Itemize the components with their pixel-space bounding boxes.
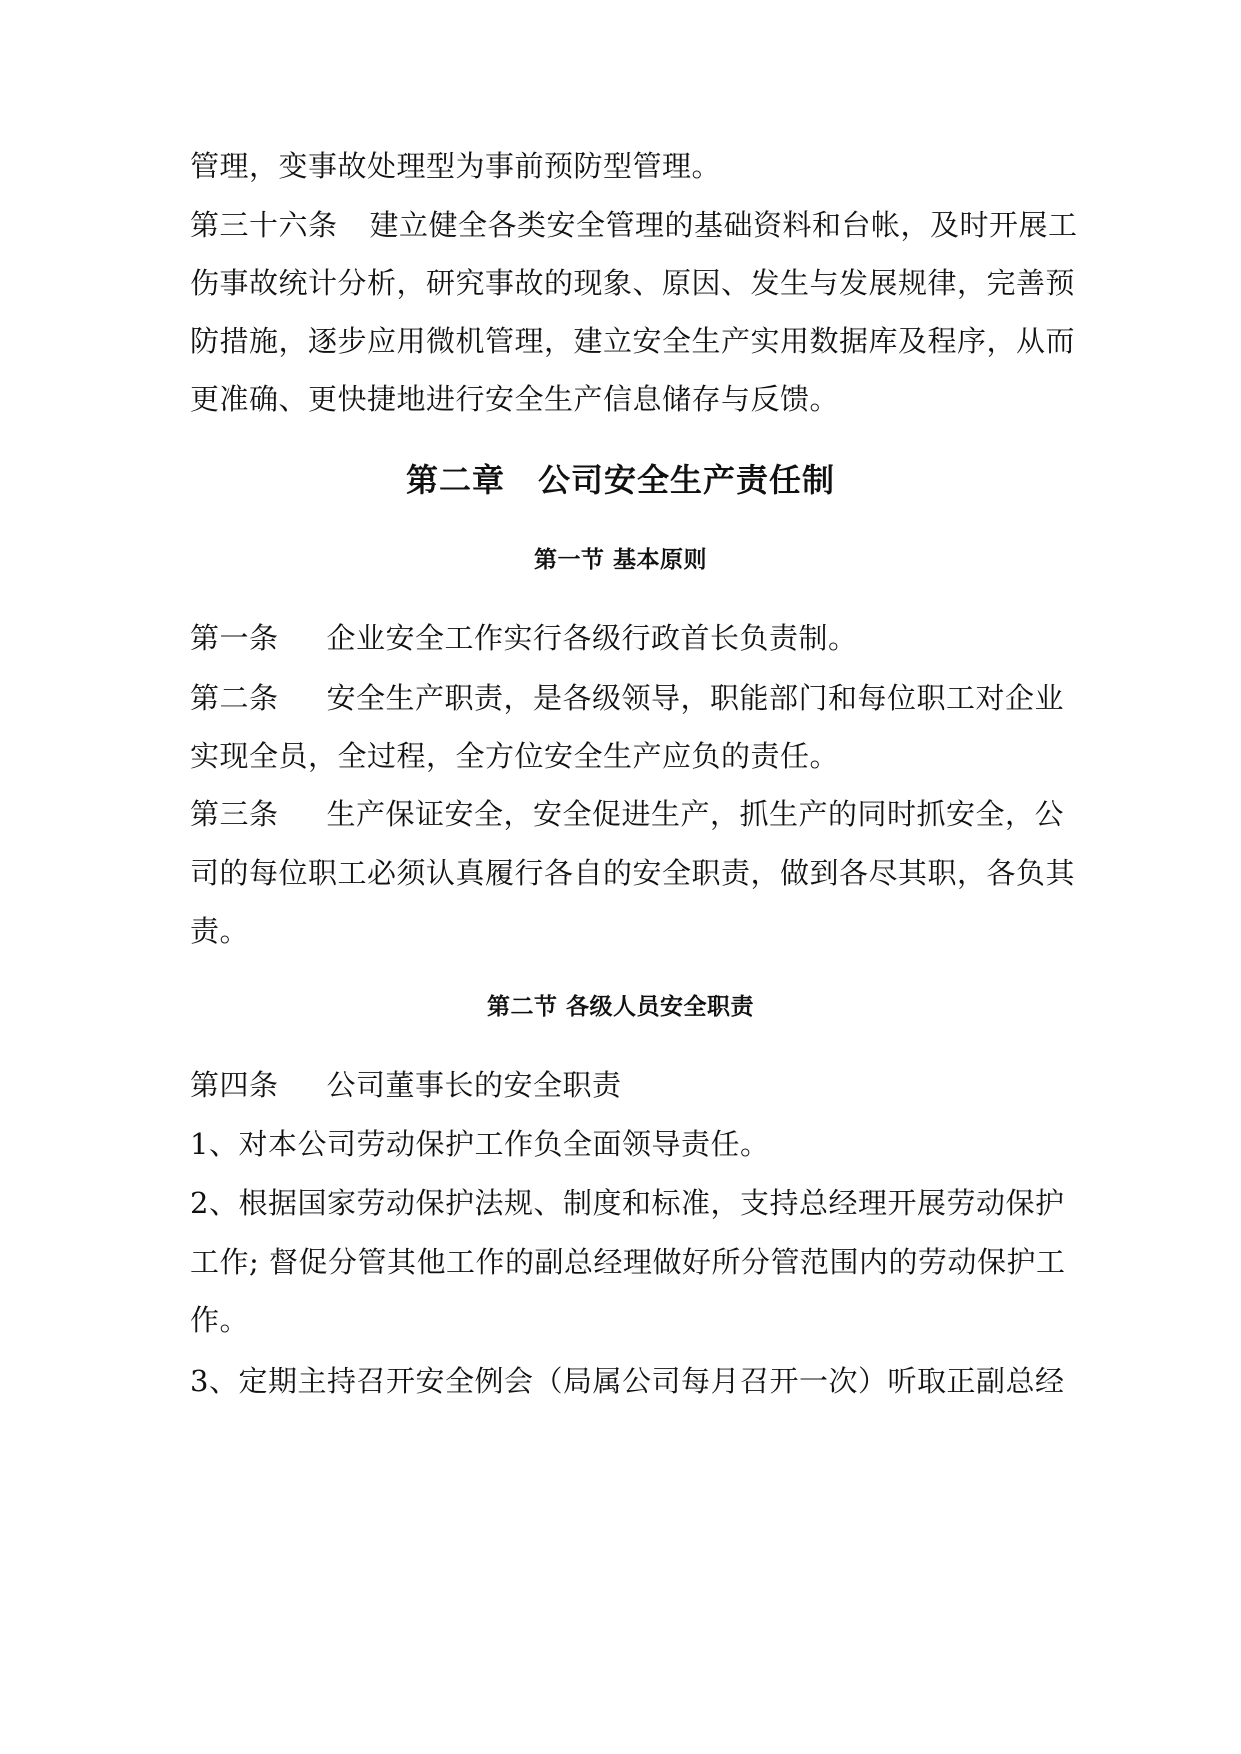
article-4-line (190, 1067, 1070, 1103)
chapter-title: 第二章 公司安全生产责任制 (405, 461, 835, 499)
article-36-line-2: 伤事故统计分析，研究事故的现象、原因、发生与发展规律，完善预 (190, 266, 1076, 300)
article-36-line-1 (190, 207, 1078, 243)
article-36-line-3: 防措施，逐步应用微机管理，建立安全生产实用数据库及程序，从而 (190, 324, 1076, 358)
list-item: 3、定期主持召开安全例会（局属公司每月召开一次）听取正副总经 (190, 1364, 1065, 1398)
article-36-number: 第三十六条 (190, 208, 338, 242)
section-2-title: 第二节 各级人员安全职责 (486, 994, 754, 1020)
list-item: 1、对本公司劳动保护工作负全面领导责任。 (190, 1127, 770, 1161)
article-4-text: 公司董事长的安全职责 (326, 1068, 622, 1102)
article-1-number: 第一条 (190, 621, 279, 655)
article-2-text: 安全生产职责，是各级领导，职能部门和每位职工对企业 (326, 681, 1065, 715)
list-item: 工作; 督促分管其他工作的副总经理做好所分管范围内的劳动保护工 (190, 1245, 1066, 1279)
article-3-line-3: 责。 (190, 914, 250, 948)
article-36-line-4: 更准确、更快捷地进行安全生产信息储存与反馈。 (190, 382, 840, 416)
article-1-line (190, 620, 1070, 656)
body-text-line: 管理，变事故处理型为事前预防型管理。 (190, 149, 722, 183)
list-item: 作。 (190, 1303, 250, 1337)
article-2-line-1 (190, 680, 1070, 716)
article-1-text: 企业安全工作实行各级行政首长负责制。 (326, 621, 858, 655)
article-3-line-2: 司的每位职工必须认真履行各自的安全职责，做到各尽其职，各负其 (190, 856, 1076, 890)
article-3-line-1 (190, 796, 1070, 832)
list-item: 2、根据国家劳动保护法规、制度和标准，支持总经理开展劳动保护 (190, 1186, 1065, 1220)
article-2-line-2: 实现全员，全过程，全方位安全生产应负的责任。 (190, 739, 840, 773)
article-2-number: 第二条 (190, 681, 279, 715)
article-4-number: 第四条 (190, 1068, 279, 1102)
section-1-title: 第一节 基本原则 (533, 547, 707, 573)
article-3-number: 第三条 (190, 797, 279, 831)
article-3-text: 生产保证安全，安全促进生产，抓生产的同时抓安全，公 (326, 797, 1065, 831)
article-36-text: 建立健全各类安全管理的基础资料和台帐，及时开展工 (369, 208, 1078, 242)
